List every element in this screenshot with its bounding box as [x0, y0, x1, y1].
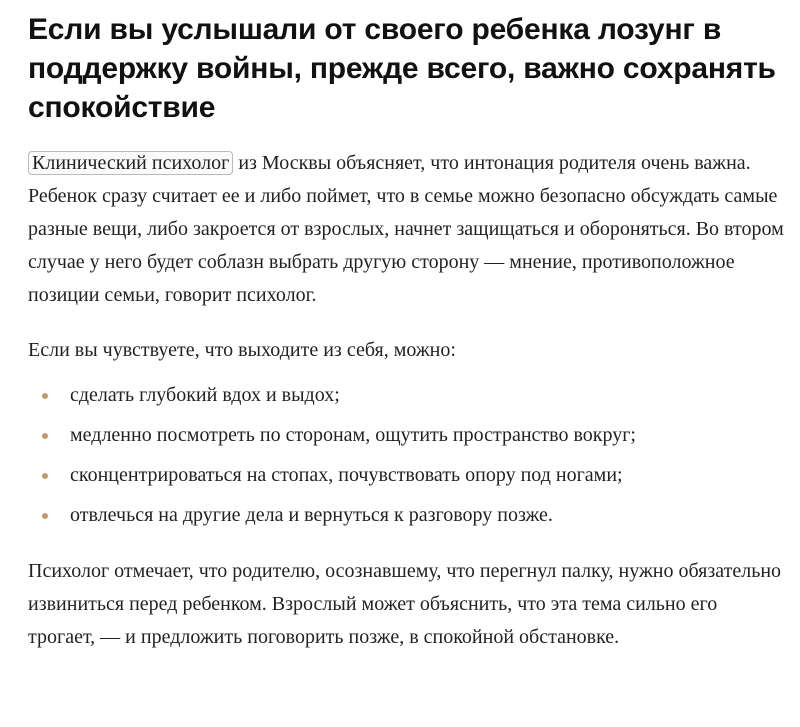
calming-tips-list	[28, 375, 788, 535]
bullet-icon	[42, 473, 48, 479]
article	[28, 0, 788, 654]
list-item: сконцентрироваться на стопах, почувствовать опору под ногами;	[28, 455, 788, 495]
paragraph-list-intro: Если вы чувствуете, что выходите из себя, можно:	[28, 339, 456, 361]
paragraph-conclusion: Психолог отмечает, что родителю, осознавшему, что перегнул палку, нужно обязательно извиниться перед ребенком. Взрослый может объяснить, что эта тема сильно его трогает, — и предложить поговорить позже, в спокойной обстановке.	[28, 560, 782, 648]
list-item: отвлечься на другие дела и вернуться к разговору позже.	[28, 495, 788, 535]
bullet-icon	[42, 433, 48, 439]
list-item: медленно посмотреть по сторонам, ощутить пространство вокруг;	[28, 415, 788, 455]
tag-link-clinical-psychologist[interactable]: Клинический психолог	[28, 151, 233, 175]
bullet-icon	[42, 513, 48, 519]
paragraph-intro-text: из Москвы объясняет, что интонация родителя очень важна. Ребенок сразу считает ее и либо поймет, что в семье можно безопасно обсуждать самые разные вещи, либо закроется от взрослых, начнет защищаться и обороняться. Во втором случае у него будет соблазн выбрать другую сторону — мнение, противоположное позиции семьи, говорит психолог.	[28, 152, 784, 306]
article-title: Если вы услышали от своего ребенка лозунг в поддержку войны, прежде всего, важно сохранять спокойствие	[28, 13, 776, 124]
bullet-icon	[42, 393, 48, 399]
list-item: сделать глубокий вдох и выдох;	[28, 375, 788, 415]
paragraph-intro	[28, 147, 788, 312]
